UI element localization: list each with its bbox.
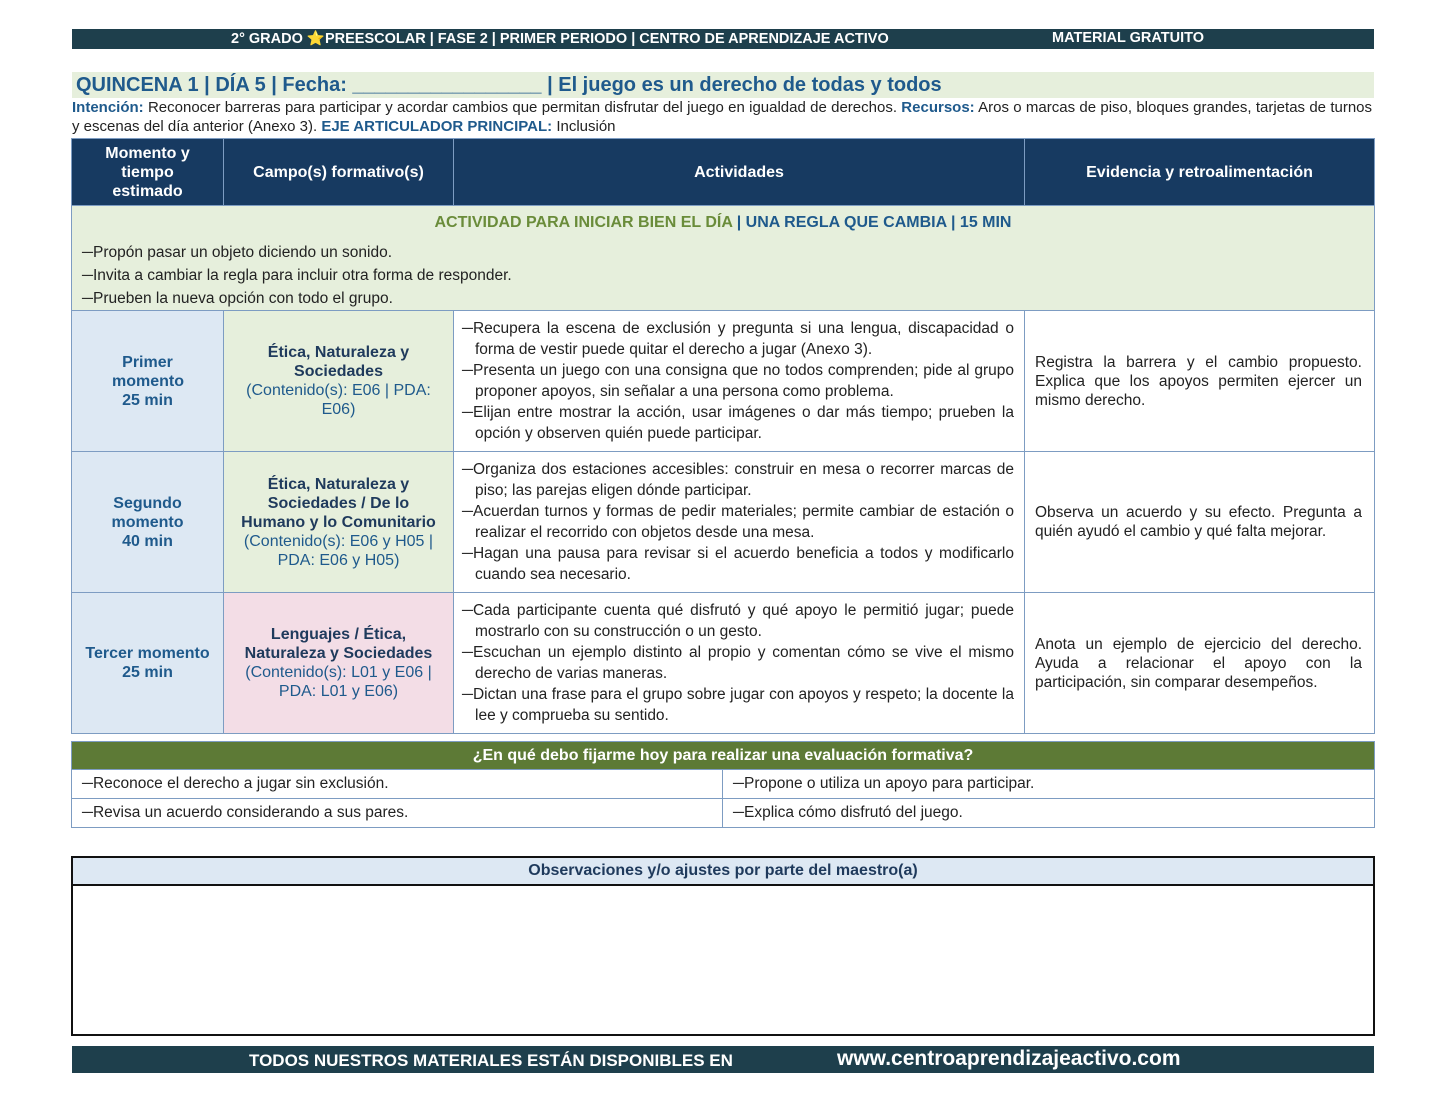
- activity-item: ─Hagan una pausa para revisar si el acuerdo beneficia a todos y modificarlo cuando sea necesario.: [462, 545, 1014, 583]
- activity-item: ─Escuchan un ejemplo distinto al propio y comentan cómo se vive el mismo derecho de varias maneras.: [462, 644, 1014, 682]
- evidence-cell: Observa un acuerdo y su efecto. Pregunta a quién ayudó el cambio y qué falta mejorar.: [1025, 452, 1375, 593]
- table-row: [72, 311, 1375, 452]
- table-row: [72, 452, 1375, 593]
- moment-cell: Segundo momento 40 min: [72, 452, 224, 593]
- star-icon: ⭐: [306, 31, 325, 47]
- evaluation-item: ─Propone o utiliza un apoyo para participar.: [723, 770, 1375, 799]
- activity-item: ─Dictan una frase para el grupo sobre jugar con apoyos y respeto; la docente la lee y comprueba su sentido.: [462, 686, 1014, 724]
- observations-title: Observaciones y/o ajustes por parte del maestro(a): [73, 858, 1373, 886]
- campo-cell: Lenguajes / Ética, Naturaleza y Sociedades (Contenido(s): L01 y E06 | PDA: L01 y E06): [224, 593, 454, 734]
- activities-cell: [454, 452, 1025, 593]
- start-activity-list: [72, 241, 1374, 310]
- list-item: ─Prueben la nueva opción con todo el grupo.: [82, 290, 393, 307]
- grade-label: 2° GRADO ⭐PREESCOLAR | FASE 2 | PRIMER PERIODO | CENTRO DE APRENDIZAJE ACTIVO: [231, 31, 889, 47]
- footer-text: TODOS NUESTROS MATERIALES ESTÁN DISPONIBLES EN: [249, 1051, 733, 1070]
- resources-text: Aros o marcas de piso, bloques grandes, tarjetas de turnos y escenas del día anterior (Anexo 3).: [72, 99, 1373, 135]
- activity-item: ─Acuerdan turnos y formas de pedir materiales; permite cambiar de estación o realizar el recorrido con objetos desde una mesa.: [462, 503, 1014, 541]
- activity-item: ─Organiza dos estaciones accesibles: construir en mesa o recorrer marcas de piso; las parejas eligen dónde participar.: [462, 461, 1014, 499]
- axis-text: Inclusión: [552, 118, 616, 135]
- activities-cell: [454, 593, 1025, 734]
- evidence-cell: Registra la barrera y el cambio propuesto. Explica que los apoyos permiten ejercer un mismo derecho.: [1025, 311, 1375, 452]
- evaluation-item: ─Reconoce el derecho a jugar sin exclusión.: [72, 770, 723, 799]
- header-campo: Campo(s) formativo(s): [224, 139, 454, 206]
- observations-writing-area[interactable]: [73, 886, 1373, 1034]
- header-activities: Actividades: [454, 139, 1025, 206]
- list-item: ─Propón pasar un objeto diciendo un sonido.: [82, 244, 393, 261]
- campo-cell: Ética, Naturaleza y Sociedades (Contenido(s): E06 | PDA: E06): [224, 311, 454, 452]
- top-banner: [72, 29, 1374, 49]
- intent-paragraph: [72, 98, 1372, 136]
- start-activity-title: ACTIVIDAD PARA INICIAR BIEN EL DÍA | UNA REGLA QUE CAMBIA | 15 MIN: [434, 214, 1012, 231]
- evaluation-item: ─Revisa un acuerdo considerando a sus pares.: [72, 799, 723, 828]
- table-row: [72, 593, 1375, 734]
- intent-text: Reconocer barreras para participar y acordar cambios que permitan disfrutar del juego en igualdad de derechos.: [143, 99, 902, 116]
- moment-cell: Primer momento 25 min: [72, 311, 224, 452]
- evaluation-table: [71, 741, 1375, 828]
- planning-table: [71, 138, 1375, 734]
- footer-banner: [72, 1046, 1374, 1073]
- resources-label: Recursos:: [901, 99, 975, 116]
- activity-item: ─Cada participante cuenta qué disfrutó y qué apoyo le permitió jugar; puede mostrarlo con su construcción o un gesto.: [462, 602, 1014, 640]
- moment-cell: Tercer momento 25 min: [72, 593, 224, 734]
- observations-box: [71, 856, 1375, 1036]
- activity-item: ─Elijan entre mostrar la acción, usar imágenes o dar más tiempo; prueben la opción y observen quién puede participar.: [462, 404, 1014, 442]
- page-title: QUINCENA 1 | DÍA 5 | Fecha: _________________ | El juego es un derecho de todas y todos: [72, 72, 1374, 98]
- activity-item: ─Presenta un juego con una consigna que no todos comprenden; pide al grupo proponer apoyos, sin señalar a una persona como problema.: [462, 362, 1014, 400]
- evidence-cell: Anota un ejemplo de ejercicio del derecho. Ayuda a relacionar el apoyo con la participación, sin comparar desempeños.: [1025, 593, 1375, 734]
- evaluation-question: ¿En qué debo fijarme hoy para realizar una evaluación formativa?: [72, 742, 1375, 770]
- footer-url[interactable]: www.centroaprendizajeactivo.com: [837, 1047, 1181, 1070]
- list-item: ─Invita a cambiar la regla para incluir otra forma de responder.: [82, 267, 512, 284]
- header-evidence: Evidencia y retroalimentación: [1025, 139, 1375, 206]
- free-material-label: MATERIAL GRATUITO: [1052, 30, 1204, 46]
- campo-cell: Ética, Naturaleza y Sociedades / De lo Humano y lo Comunitario (Contenido(s): E06 y H05 | PDA: E06 y H05): [224, 452, 454, 593]
- start-activity-row: [72, 206, 1375, 311]
- intent-label: Intención:: [72, 99, 144, 116]
- axis-label: EJE ARTICULADOR PRINCIPAL:: [321, 118, 553, 135]
- start-activity-cell: [72, 206, 1375, 311]
- header-moment: Momento y tiempo estimado: [72, 139, 224, 206]
- evaluation-item: ─Explica cómo disfrutó del juego.: [723, 799, 1375, 828]
- activities-cell: [454, 311, 1025, 452]
- table-header-row: [72, 139, 1375, 206]
- activity-item: ─Recupera la escena de exclusión y pregunta si una lengua, discapacidad o forma de vestir puede quitar el derecho a jugar (Anexo 3).: [462, 320, 1014, 358]
